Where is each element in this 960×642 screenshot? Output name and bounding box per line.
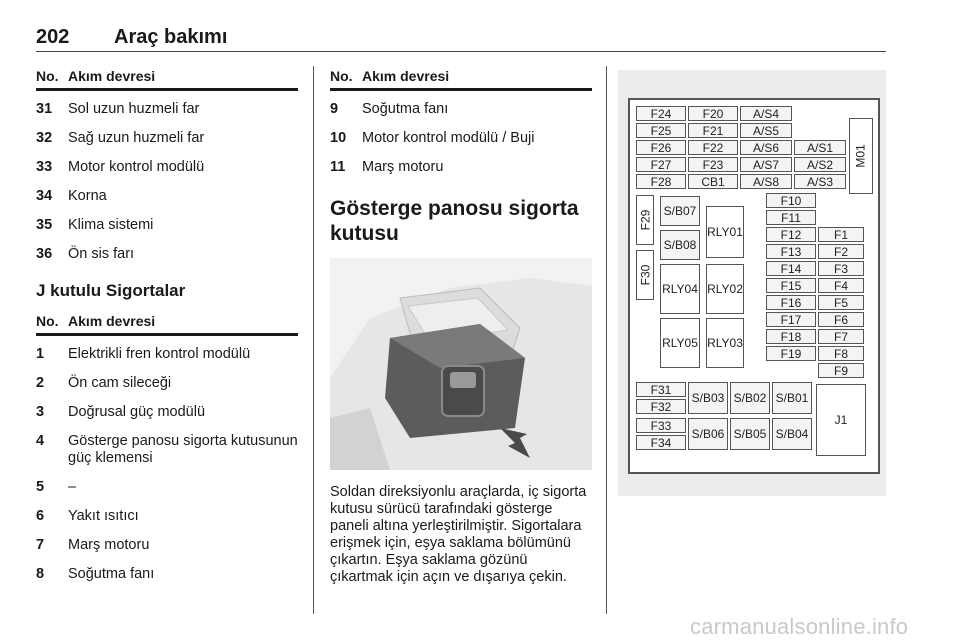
- fuse-f29-label: F29: [638, 209, 652, 231]
- row-text: Motor kontrol modülü: [68, 159, 205, 175]
- row-text: Korna: [68, 188, 107, 204]
- fuse-a-s4: A/S4: [740, 106, 792, 121]
- fuse-f10: F10: [766, 193, 816, 208]
- table-row: [36, 182, 298, 211]
- table-header-rule: [36, 333, 298, 336]
- fuse-a-s8: A/S8: [740, 174, 792, 189]
- table-row: [330, 153, 592, 182]
- fuse-f32: F32: [636, 399, 686, 414]
- table-header: [36, 311, 298, 333]
- glovebox-photo: [330, 258, 592, 470]
- fuse-f6: F6: [818, 312, 864, 327]
- fuse-f3: F3: [818, 261, 864, 276]
- row-text: Gösterge panosu sigorta kutusunun güç klemensi: [68, 433, 298, 466]
- row-no: 34: [36, 188, 53, 204]
- row-no: 31: [36, 101, 53, 117]
- table-row: [36, 531, 298, 560]
- table-row: [36, 211, 298, 240]
- table-row: [36, 153, 298, 182]
- row-no: 1: [36, 346, 45, 362]
- relay-rly03: RLY03: [706, 318, 744, 368]
- row-no: 11: [330, 159, 346, 175]
- section-heading-j: J kutulu Sigortalar: [36, 281, 186, 300]
- fuse-s-b03: S/B03: [688, 382, 728, 414]
- table-row: [36, 398, 298, 427]
- table-header: [36, 66, 298, 88]
- fuse-f1: F1: [818, 227, 864, 242]
- fuse-f20: F20: [688, 106, 738, 121]
- row-no: 32: [36, 130, 53, 146]
- page-header: [36, 26, 886, 50]
- row-text: Doğrusal güç modülü: [68, 404, 206, 420]
- table-row: [36, 502, 298, 531]
- fuse-s-b08: S/B08: [660, 230, 700, 260]
- row-no: 2: [36, 375, 45, 391]
- fuse-m01: [849, 118, 873, 194]
- fuse-f30: [636, 250, 654, 300]
- fuse-f29: [636, 195, 654, 245]
- page-number: 202: [36, 26, 70, 48]
- header-circuit: Akım devresi: [68, 68, 156, 84]
- fuse-a-s2: A/S2: [794, 157, 846, 172]
- fuse-f15: F15: [766, 278, 816, 293]
- header-rule: [36, 51, 886, 52]
- header-no: No.: [36, 313, 59, 329]
- table-header: [330, 66, 592, 88]
- fuse-f9: F9: [818, 363, 864, 378]
- row-no: 35: [36, 217, 53, 233]
- column-divider-1: [313, 66, 314, 614]
- row-no: 10: [330, 130, 347, 146]
- fuse-f33: F33: [636, 418, 686, 433]
- fuse-f18: F18: [766, 329, 816, 344]
- table-row: [330, 124, 592, 153]
- row-text: Marş motoru: [362, 159, 444, 175]
- fuse-a-s1: A/S1: [794, 140, 846, 155]
- fuse-f28: F28: [636, 174, 686, 189]
- instructions-paragraph: Soldan direksiyonlu araçlarda, iç sigorta kutusu sürücü tarafındaki gösterge paneli altına yerleştirilmiştir. Sigortalara erişmek için, eşya saklama bölümünü çıkartın. Eşya saklama gözünü çıkartmak için açın ve dışarıya çekin.: [330, 484, 587, 585]
- fuse-f8: F8: [818, 346, 864, 361]
- fuse-s-b04: S/B04: [772, 418, 812, 450]
- fuse-a-s5: A/S5: [740, 123, 792, 138]
- fuse-a-s7: A/S7: [740, 157, 792, 172]
- fuse-s-b02: S/B02: [730, 382, 770, 414]
- table-row: [36, 560, 298, 589]
- fuse-f21: F21: [688, 123, 738, 138]
- row-text: Sol uzun huzmeli far: [68, 101, 200, 117]
- fuse-box-frame: [628, 98, 880, 474]
- fuse-f22: F22: [688, 140, 738, 155]
- row-no: 5: [36, 479, 45, 495]
- fuse-m01-label: M01: [854, 144, 868, 168]
- row-text: Motor kontrol modülü / Buji: [362, 130, 535, 146]
- table-row: [36, 124, 298, 153]
- fuse-f7: F7: [818, 329, 864, 344]
- row-text: Ön cam sileceği: [68, 375, 172, 391]
- table-row: [330, 95, 592, 124]
- fuse-f19: F19: [766, 346, 816, 361]
- fuse-f27: F27: [636, 157, 686, 172]
- header-no: No.: [36, 68, 59, 84]
- table-row: [36, 369, 298, 398]
- row-no: 3: [36, 404, 45, 420]
- row-text: Soğutma fanı: [362, 101, 449, 117]
- table-row: [36, 95, 298, 124]
- fuse-f34: F34: [636, 435, 686, 450]
- header-circuit: Akım devresi: [68, 313, 156, 329]
- table-row: [36, 340, 298, 369]
- fuse-f31: F31: [636, 382, 686, 397]
- fuse-f24: F24: [636, 106, 686, 121]
- table-row: [36, 473, 298, 502]
- fuse-f5: F5: [818, 295, 864, 310]
- row-no: 8: [36, 566, 45, 582]
- relay-rly01: RLY01: [706, 206, 744, 258]
- header-no: No.: [330, 68, 353, 84]
- table-row: [36, 427, 298, 473]
- fuse-s-b07: S/B07: [660, 196, 700, 226]
- fuse-f26: F26: [636, 140, 686, 155]
- fuse-a-s3: A/S3: [794, 174, 846, 189]
- relay-rly05: RLY05: [660, 318, 700, 368]
- table-header-rule: [36, 88, 298, 91]
- fuse-a-s6: A/S6: [740, 140, 792, 155]
- column-middle: [330, 66, 592, 586]
- section-heading-panel: Gösterge panosu sigorta kutusu: [330, 197, 579, 245]
- row-no: 9: [330, 101, 339, 117]
- row-text: Soğutma fanı: [68, 566, 155, 582]
- table-header-rule: [330, 88, 592, 91]
- row-text: Elektrikli fren kontrol modülü: [68, 346, 251, 362]
- fuse-f30-label: F30: [638, 264, 652, 286]
- row-no: 7: [36, 537, 45, 553]
- row-no: 4: [36, 433, 45, 449]
- relay-rly02: RLY02: [706, 264, 744, 314]
- row-no: 33: [36, 159, 53, 175]
- header-circuit: Akım devresi: [362, 68, 450, 84]
- fuse-f17: F17: [766, 312, 816, 327]
- row-text: Marş motoru: [68, 537, 150, 553]
- row-no: 6: [36, 508, 45, 524]
- fuse-s-b01: S/B01: [772, 382, 812, 414]
- fuse-cb1: CB1: [688, 174, 738, 189]
- column-left: [36, 66, 298, 589]
- column-divider-2: [606, 66, 607, 614]
- row-text: –: [68, 479, 77, 495]
- fuse-s-b06: S/B06: [688, 418, 728, 450]
- row-text: Yakıt ısıtıcı: [68, 508, 139, 524]
- relay-rly04: RLY04: [660, 264, 700, 314]
- fuse-f23: F23: [688, 157, 738, 172]
- fuse-f2: F2: [818, 244, 864, 259]
- fuse-f14: F14: [766, 261, 816, 276]
- page-title: Araç bakımı: [114, 26, 228, 48]
- row-text: Ön sis farı: [68, 246, 135, 262]
- fuse-f13: F13: [766, 244, 816, 259]
- table-row: [36, 240, 298, 269]
- row-no: 36: [36, 246, 53, 262]
- fuse-f11: F11: [766, 210, 816, 225]
- fuse-f16: F16: [766, 295, 816, 310]
- row-text: Klima sistemi: [68, 217, 154, 233]
- fuse-s-b05: S/B05: [730, 418, 770, 450]
- glovebox-illustration: [330, 258, 592, 470]
- fuse-box-diagram: [618, 70, 886, 496]
- fuse-f25: F25: [636, 123, 686, 138]
- fuse-f12: F12: [766, 227, 816, 242]
- row-text: Sağ uzun huzmeli far: [68, 130, 205, 146]
- watermark: carmanualsonline.info: [690, 614, 909, 639]
- fuse-f4: F4: [818, 278, 864, 293]
- fuse-j1: J1: [816, 384, 866, 456]
